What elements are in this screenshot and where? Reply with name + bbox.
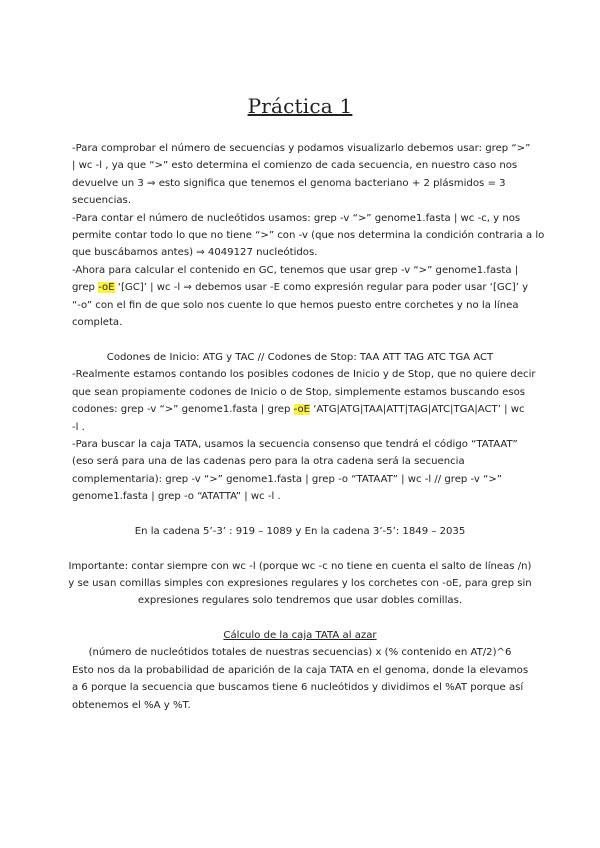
text-line: y se usan comillas simples con expresiones regulares y los corchetes con -oE, para grep sin xyxy=(68,578,532,589)
page-title: Práctica 1 xyxy=(247,94,353,118)
text-line: -Para contar el número de nucleótidos usamos: grep -v “>” genome1.fasta | wc -c, y nos xyxy=(72,212,521,224)
paragraph-codon-search xyxy=(72,366,536,436)
text-line: -Para comprobar el número de secuencias y podamos visualizarlo debemos usar: grep “>” xyxy=(72,143,531,154)
text-line: expresiones regulares solo tendremos que usar dobles comillas. xyxy=(137,595,463,607)
text-line: -Realmente estamos contando los posibles codones de Inicio y de Stop, que no quiere decir xyxy=(72,369,536,381)
text-line xyxy=(72,279,530,296)
text-fragment: codones: grep -v “>” genome1.fasta | grep xyxy=(72,404,294,416)
codons-line xyxy=(60,349,540,366)
text-line: (eso será para una de las cadenas pero para la otra cadena será la secuencia xyxy=(72,456,465,468)
text-line: genome1.fasta | grep -o “ATATTA” | wc -l . xyxy=(72,491,281,503)
text-line: obtenemos el %A y %T. xyxy=(72,699,191,711)
highlighted-option: -oE xyxy=(98,282,115,294)
section-heading: Cálculo de la caja TATA al azar xyxy=(223,630,377,641)
formula-line: (número de nucleótidos totales de nuestras secuencias) x (% contenido en AT/2)^6 xyxy=(88,647,512,659)
text-fragment: grep xyxy=(72,282,99,294)
text-line: que buscábamos antes) ⇒ 4049127 nucleótidos. xyxy=(72,247,318,259)
text-line: que sean propiamente codones de Inicio o de Stop, simplemente estamos buscando esos xyxy=(72,386,526,398)
text-line: -l . xyxy=(72,421,85,433)
paragraph-important xyxy=(60,558,540,610)
text-line: En la cadena 5’-3’ : 919 – 1089 y En la cadena 3’-5’: 1849 – 2035 xyxy=(134,526,466,537)
text-line: Esto nos da la probabilidad de aparición de la caja TATA en el genoma, donde la elevamos xyxy=(72,664,529,676)
text-line: permite contar todo lo que no tiene “>” con -v (que nos determina la condición contraria a lo xyxy=(72,230,545,241)
paragraph-gc-content xyxy=(72,262,530,332)
text-line: complementaria): grep -v “>” genome1.fasta | grep -o “TATAAT” | wc -l // grep -v “>” xyxy=(72,473,503,485)
paragraph-nucleotide-count xyxy=(72,210,545,262)
paragraph-sequence-count xyxy=(72,140,530,210)
text-line: Codones de Inicio: ATG y TAC // Codones de Stop: TAA ATT TAG ATC TGA ACT xyxy=(106,352,494,363)
text-line: “-o” con el fin de que solo nos cuente lo que hemos puesto entre corchetes y no la línea xyxy=(72,299,519,311)
text-line: secuencias. xyxy=(72,195,132,207)
text-line: a 6 porque la secuencia que buscamos tiene 6 nucleótidos y dividimos el %AT porque así xyxy=(72,682,524,694)
text-fragment: ‘ATG|ATG|TAA|ATT|TAG|ATC|TGA|ACT’ | wc xyxy=(310,404,525,416)
highlighted-option: -oE xyxy=(293,404,310,416)
text-fragment: ‘[GC]’ | wc -l ⇒ debemos usar -E como expresión regular para poder usar ‘[GC]’ y xyxy=(114,282,529,294)
text-line: Importante: contar siempre con wc -l (porque wc -c no tiene en cuenta el salto de líneas /n) xyxy=(68,560,532,572)
text-line: devuelve un 3 ⇒ esto significa que tenemos el genoma bacteriano + 2 plásmidos = 3 xyxy=(72,177,506,189)
text-line: completa. xyxy=(72,317,123,329)
paragraph-tata-box xyxy=(72,436,530,506)
text-line: -Para buscar la caja TATA, usamos la secuencia consenso que tendrá el código “TATAAT” xyxy=(72,439,518,450)
section-heading-calc xyxy=(60,627,540,662)
paragraph-probability xyxy=(72,662,530,714)
chain-results xyxy=(60,523,540,540)
text-line: -Ahora para calcular el contenido en GC, tenemos que usar grep -v “>” genome1.fasta | xyxy=(72,264,519,276)
text-line xyxy=(72,401,530,418)
text-line: | wc -l , ya que “>” esto determina el comienzo de cada secuencia, en nuestro caso nos xyxy=(72,160,518,172)
